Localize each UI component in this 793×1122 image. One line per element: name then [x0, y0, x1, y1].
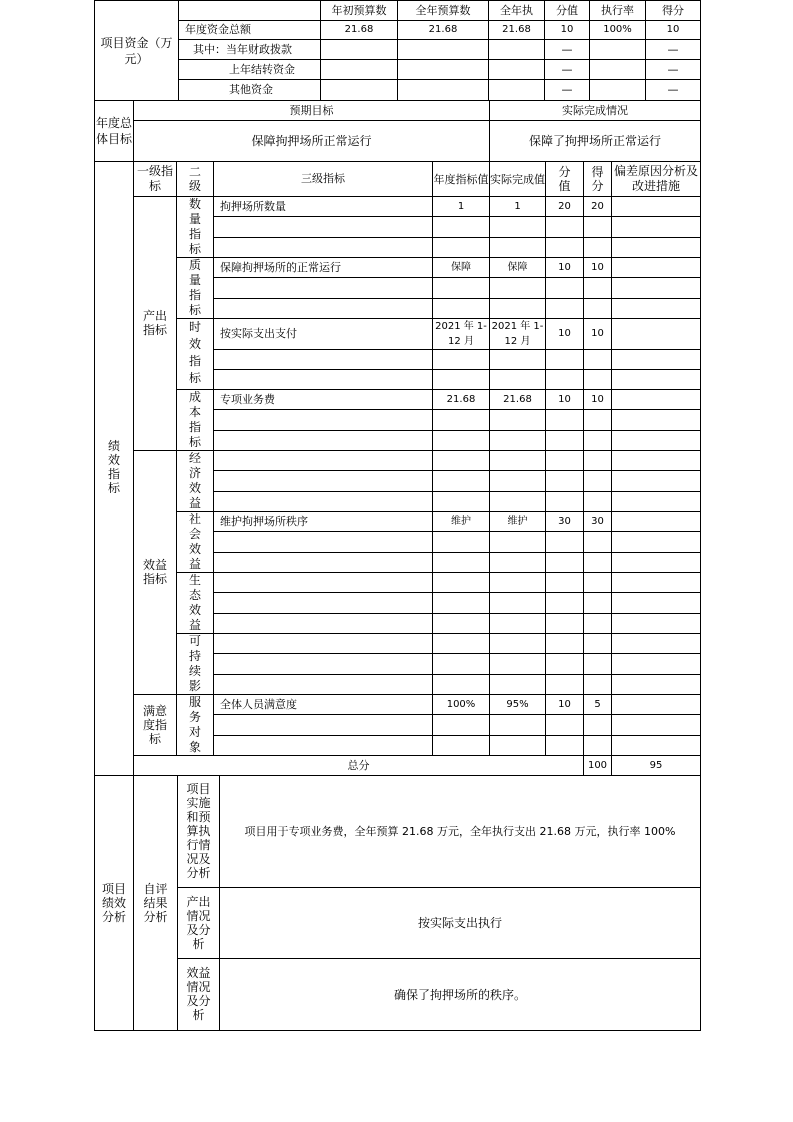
social-target: 维护 [433, 512, 490, 532]
goals-actual-header: 实际完成情况 [490, 101, 701, 121]
quality-deviation [612, 258, 701, 278]
funds-row-total-rate: 100% [590, 21, 646, 40]
quality-score-value: 10 [546, 258, 584, 278]
output-analysis-text: 按实际支出执行 [220, 888, 701, 959]
cost-indicator-label: 成本指标 [177, 390, 214, 451]
quality-actual: 保障 [490, 258, 546, 278]
header-score: 得分 [584, 162, 612, 197]
cost-deviation [612, 390, 701, 410]
funds-row-total-annual: 21.68 [398, 21, 489, 40]
funds-row-fiscal-score: — [646, 40, 701, 60]
social-indicator-label: 社会效益 [177, 512, 214, 573]
funds-row-fiscal-executed [489, 40, 545, 60]
funds-row-total-executed: 21.68 [489, 21, 545, 40]
funds-row-other-initial [321, 80, 398, 101]
funds-row-fiscal-score-value: — [545, 40, 590, 60]
ecological-indicator-label: 生态效益 [177, 573, 214, 634]
timeliness-name: 按实际支出支付 [214, 319, 433, 350]
funds-row-carryover-label: 上年结转资金 [179, 60, 321, 80]
impl-label: 项目实施和预算执行情况及分析 [178, 776, 220, 888]
funds-row-carryover-initial [321, 60, 398, 80]
quality-score: 10 [584, 258, 612, 278]
funds-row-fiscal-label: 其中：当年财政拨款 [179, 40, 321, 60]
quantity-name: 拘押场所数量 [214, 197, 433, 217]
total-score-value: 100 [584, 756, 612, 776]
social-actual: 维护 [490, 512, 546, 532]
quality-name: 保障拘押场所的正常运行 [214, 258, 433, 278]
timeliness-indicator-label: 时效指标 [177, 319, 214, 390]
funds-row-total-initial: 21.68 [321, 21, 398, 40]
header-execution-rate: 执行率 [590, 1, 646, 21]
funds-row-other-executed [489, 80, 545, 101]
header-deviation: 偏差原因分析及改进措施 [612, 162, 701, 197]
funds-header-blank [179, 1, 321, 21]
goals-label: 年度总体目标 [95, 101, 134, 162]
header-initial-budget: 年初预算数 [321, 1, 398, 21]
self-eval-label: 自评结果分析 [134, 776, 178, 1031]
funds-row-other-score: — [646, 80, 701, 101]
header-score: 得分 [646, 1, 701, 21]
performance-evaluation-form [94, 0, 700, 1031]
quantity-indicator-label: 数量指标 [177, 197, 214, 258]
funds-row-carryover-score: — [646, 60, 701, 80]
funds-row-other-score-value: — [545, 80, 590, 101]
funds-row-carryover-annual [398, 60, 489, 80]
funds-row-carryover-score-value: — [545, 60, 590, 80]
service-name: 全体人员满意度 [214, 695, 433, 715]
header-score-value: 分值 [545, 1, 590, 21]
goals-table [94, 100, 701, 162]
funds-row-fiscal-annual [398, 40, 489, 60]
cost-target: 21.68 [433, 390, 490, 410]
service-score: 5 [584, 695, 612, 715]
benefit-analysis-label: 效益情况及分析 [178, 959, 220, 1031]
output-analysis-label: 产出情况及分析 [178, 888, 220, 959]
funds-row-other-annual [398, 80, 489, 101]
benefit-indicator-label: 效益指标 [134, 451, 177, 695]
quantity-actual: 1 [490, 197, 546, 217]
service-target: 100% [433, 695, 490, 715]
timeliness-score: 10 [584, 319, 612, 350]
quality-target: 保障 [433, 258, 490, 278]
funds-row-carryover-rate [590, 60, 646, 80]
funds-table [94, 0, 701, 101]
output-indicator-label: 产出指标 [134, 197, 177, 451]
header-level3: 三级指标 [214, 162, 433, 197]
header-level1: 一级指标 [134, 162, 177, 197]
indicators-table [94, 161, 701, 776]
social-score-value: 30 [546, 512, 584, 532]
total-label: 总分 [134, 756, 584, 776]
cost-score: 10 [584, 390, 612, 410]
quality-indicator-label: 质量指标 [177, 258, 214, 319]
service-actual: 95% [490, 695, 546, 715]
social-deviation [612, 512, 701, 532]
service-indicator-label: 服务对象 [177, 695, 214, 756]
service-score-value: 10 [546, 695, 584, 715]
header-annual-executed: 全年执 [489, 1, 545, 21]
header-actual: 实际完成值 [490, 162, 546, 197]
cost-name: 专项业务费 [214, 390, 433, 410]
funds-row-other-rate [590, 80, 646, 101]
timeliness-deviation [612, 319, 701, 350]
funds-row-other-label: 其他资金 [179, 80, 321, 101]
header-target: 年度指标值 [433, 162, 490, 197]
goals-actual-text: 保障了拘押场所正常运行 [490, 121, 701, 162]
analysis-table [94, 775, 701, 1031]
funds-row-fiscal-rate [590, 40, 646, 60]
economic-indicator-label: 经济效益 [177, 451, 214, 512]
analysis-label: 项目绩效分析 [95, 776, 134, 1031]
cost-actual: 21.68 [490, 390, 546, 410]
sustainable-indicator-label: 可持续影 [177, 634, 214, 695]
service-deviation [612, 695, 701, 715]
cost-score-value: 10 [546, 390, 584, 410]
quantity-deviation [612, 197, 701, 217]
social-score: 30 [584, 512, 612, 532]
header-level2: 二级 [177, 162, 214, 197]
quantity-target: 1 [433, 197, 490, 217]
timeliness-score-value: 10 [546, 319, 584, 350]
funds-row-total-score-value: 10 [545, 21, 590, 40]
impl-text: 项目用于专项业务费，全年预算 21.68 万元，全年执行支出 21.68 万元，执行率 100% [220, 776, 701, 888]
indicators-label: 绩效指标 [95, 162, 134, 776]
goals-expected-text: 保障拘押场所正常运行 [134, 121, 490, 162]
funds-row-total-label: 年度资金总额 [179, 21, 321, 40]
quantity-score: 20 [584, 197, 612, 217]
total-score: 95 [612, 756, 701, 776]
benefit-analysis-text: 确保了拘押场所的秩序。 [220, 959, 701, 1031]
timeliness-actual: 2021 年 1-12 月 [490, 319, 546, 350]
social-name: 维护拘押场所秩序 [214, 512, 433, 532]
satisfaction-indicator-label: 满意度指标 [134, 695, 177, 756]
quantity-score-value: 20 [546, 197, 584, 217]
funds-row-fiscal-initial [321, 40, 398, 60]
funds-row-carryover-executed [489, 60, 545, 80]
timeliness-target: 2021 年 1-12 月 [433, 319, 490, 350]
header-annual-budget: 全年预算数 [398, 1, 489, 21]
goals-expected-header: 预期目标 [134, 101, 490, 121]
header-score-value: 分值 [546, 162, 584, 197]
funds-row-total-score: 10 [646, 21, 701, 40]
funds-label: 项目资金（万元） [95, 1, 179, 101]
